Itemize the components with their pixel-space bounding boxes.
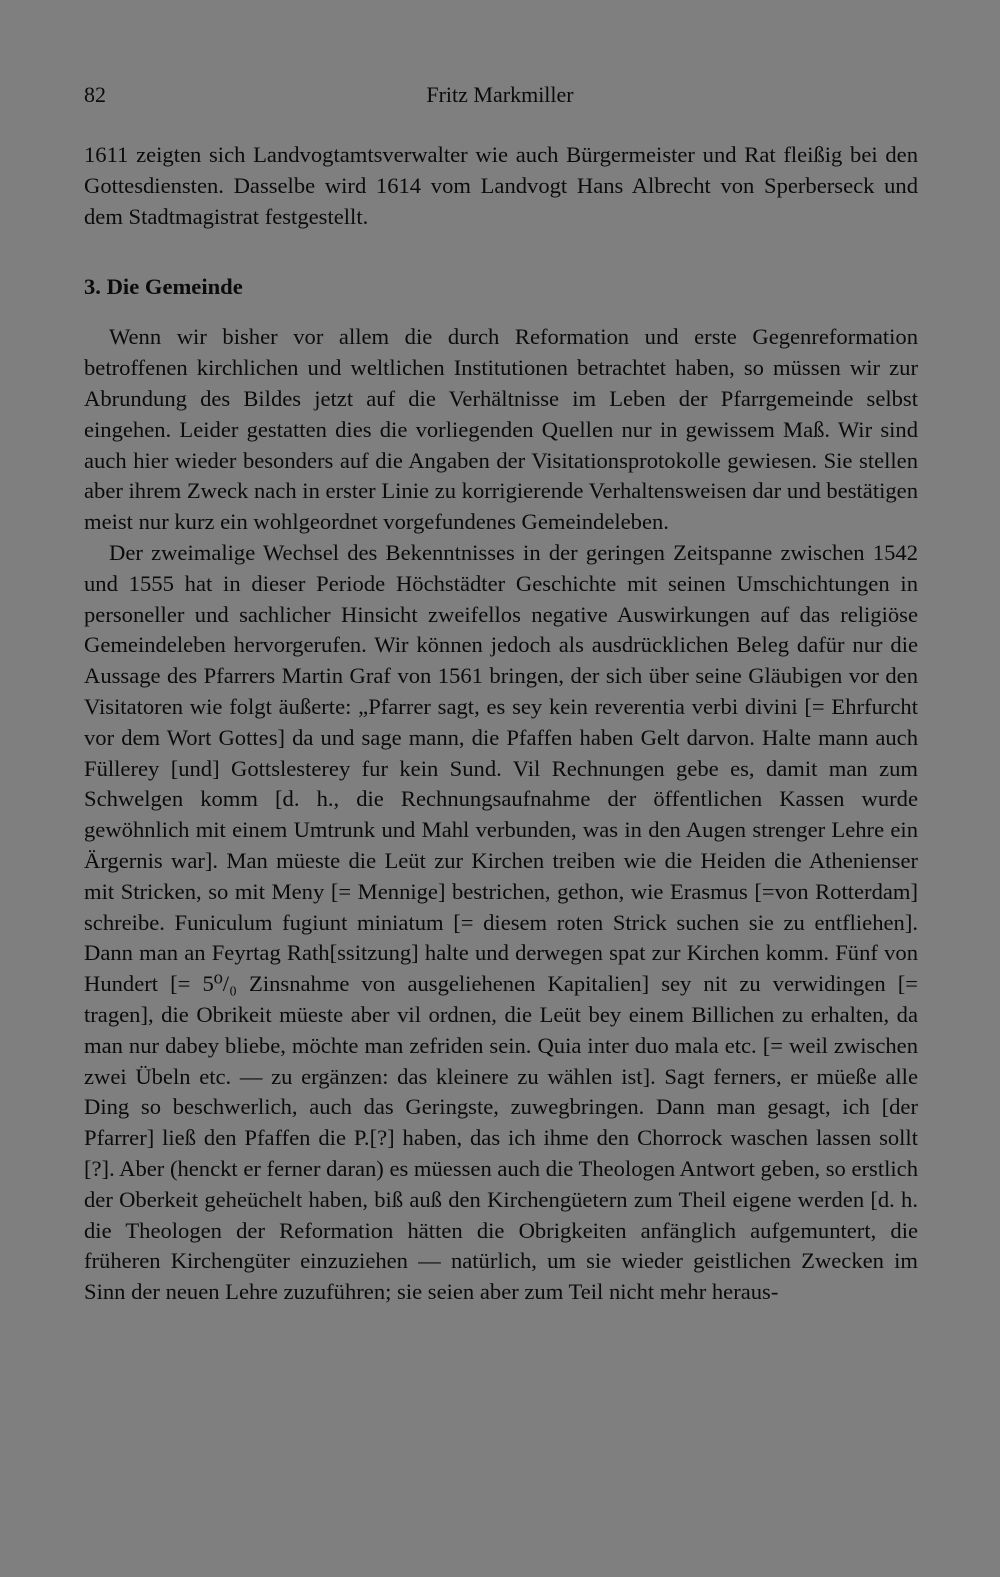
body-paragraph-2: Der zweimalige Wechsel des Bekenntnisses in der geringen Zeitspanne zwischen 1542 und 1555 hat in dieser Periode Höchstädter Geschichte mit seinen Umschichtungen in personeller und sachlicher Hinsicht zweifellos negative Auswirkungen auf das religiöse Gemeindeleben hervorgerufen. Wir können jedoch als ausdrücklichen Beleg dafür nur die Aussage des Pfarrers Martin Graf von 1561 bringen, der sich über seine Gläubigen vor den Visitatoren wie folgt äußerte: „Pfarrer sagt, es sey kein reverentia verbi divini [= Ehrfurcht vor dem Wort Gottes] da und sage mann, die Pfaffen haben Gelt darvon. Halte mann auch Füllerey [und] Gottslesterey fur kein Sund. Vil Rechnungen gebe es, damit man zum Schwelgen komm [d. h., die Rechnungsaufnahme der öffentlichen Kassen wurde gewöhnlich mit einem Umtrunk und Mahl verbunden, was in den Augen strenger Lehre ein Ärgernis war]. Man müeste die Leüt zur Kirchen treiben wie die Heiden die Athenienser mit Stricken, so mit Meny [= Mennige] bestrichen, gethon, wie Erasmus [=von Rotterdam] schreibe. Funiculum fugiunt miniatum [= diesem roten Strick suchen sie zu entfliehen]. Dann man an Feyrtag Rath[ssitzung] halte und derwegen spat zur Kirchen komm. Fünf von Hundert [= 5⁰/₀ Zinsnahme von ausgeliehenen Kapitalien] sey nit zu verwidingen [= tragen], die Obrikeit müeste aber vil ordnen, die Leüt bey einem Billichen zu erhalten, da man nur dabey bliebe, möchte man zefriden sein. Quia inter duo mala etc. [= weil zwischen zwei Übeln etc. — zu ergänzen: das kleinere zu wählen ist]. Sagt ferners, er müeße alle Ding so beschwerlich, auch das Geringste, zuwegbringen. Dann man gesagt, ich [der Pfarrer] ließ den Pfaffen die P.[?] haben, das ich ihme den Chorrock waschen lassen sollt [?]. Aber (henckt er ferner daran) es müessen auch die Theologen Antwort geben, so erstlich der Oberkeit geheüchelt haben, biß auß den Kirchengüetern zum Theil eigene werden [d. h. die Theologen der Reformation hätten die Obrigkeiten anfänglich aufgemuntert, die früheren Kirchengüter einzuziehen — natürlich, um sie wieder geistlichen Zwecken im Sinn der neuen Lehre zuzuführen; sie seien aber zum Teil nicht mehr heraus- — [84, 539, 918, 1305]
section-heading: 3. Die Gemeinde — [84, 274, 243, 300]
continued-paragraph: 1611 zeigten sich Landvogtamtsverwalter wie auch Bürgermeister und Rat fleißig bei den Gottesdiensten. Dasselbe wird 1614 vom Landvogt Hans Albrecht von Sperberseck und dem Stadtmagistrat festgestellt. — [84, 142, 918, 229]
body-paragraph-1: Wenn wir bisher vor allem die durch Reformation und erste Gegenreformation betroffenen kirchlichen und weltlichen Institutionen betrachtet haben, so müssen wir zur Abrundung des Bildes jetzt auf die Verhältnisse im Leben der Pfarrgemeinde selbst eingehen. Leider gestatten dies die vorliegenden Quellen nur in gewissem Maß. Wir sind auch hier wieder besonders auf die Angaben der Visitationsprotokolle gewiesen. Sie stellen aber ihrem Zweck nach in erster Linie zu korrigierende Verhaltensweisen dar und bestätigen meist nur kurz ein wohlgeordnet vorgefundenes Gemeindeleben. — [84, 324, 918, 535]
page-number: 82 — [84, 82, 106, 107]
running-title: Fritz Markmiller — [426, 82, 574, 107]
text-column — [84, 140, 918, 1308]
